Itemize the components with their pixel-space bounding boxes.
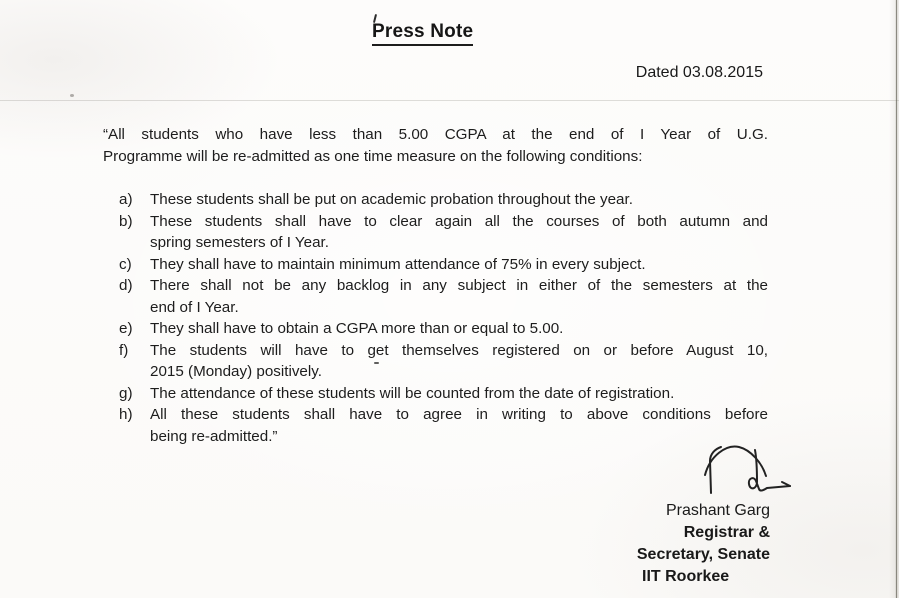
condition-label: a) — [119, 191, 133, 208]
scan-edge-line — [896, 0, 897, 598]
condition-text: spring semesters of I Year. — [150, 234, 329, 251]
condition-item-h — [119, 404, 768, 447]
condition-text: 2015 (Monday) positively. — [150, 363, 322, 380]
signatory-institute: IIT Roorkee — [642, 568, 730, 585]
intro-paragraph — [103, 124, 768, 167]
condition-text: The students will have to get themselves registered on or before August 10, — [150, 341, 768, 359]
condition-item-g — [119, 383, 768, 405]
conditions-list — [119, 189, 768, 447]
condition-label: g) — [119, 384, 133, 402]
condition-text: They shall have to maintain minimum attendance of 75% in every subject. — [150, 255, 646, 273]
condition-item-e — [119, 318, 768, 340]
condition-label: b) — [119, 212, 133, 230]
condition-label: d) — [119, 277, 133, 294]
condition-text: being re-admitted.” — [150, 427, 278, 445]
scan-line-artifact — [0, 100, 899, 101]
condition-item-b — [119, 211, 768, 254]
condition-text: These students shall have to clear again all the courses of both autumn and — [150, 212, 768, 230]
signature-scribble-icon — [693, 441, 797, 506]
condition-text: All these students shall have to agree in writing to above conditions before — [150, 406, 768, 423]
condition-label: f) — [119, 341, 129, 359]
signatory-role-registrar: Registrar & — [683, 524, 770, 541]
condition-label: h) — [119, 406, 133, 423]
condition-text: end of I Year. — [150, 298, 239, 316]
signatory-role-secretary: Secretary, Senate — [636, 546, 770, 563]
condition-text: They shall have to obtain a CGPA more than or equal to 5.00. — [150, 320, 564, 337]
intro-line-1: “All students who have less than 5.00 CGPA at the end of I Year of U.G. — [103, 126, 768, 143]
condition-text: The attendance of these students will be counted from the date of registration. — [150, 384, 675, 402]
date-line: Dated 03.08.2015 — [635, 64, 763, 81]
signatory-name: Prashant Garg — [665, 502, 770, 519]
condition-label: e) — [119, 320, 133, 337]
condition-item-c — [119, 254, 768, 276]
intro-line-2: Programme will be re-admitted as one time measure on the following conditions: — [103, 147, 643, 165]
condition-text: There shall not be any backlog in any subject in either of the semesters at the — [150, 277, 768, 294]
condition-label: c) — [119, 255, 132, 273]
scan-edge-shade — [889, 0, 899, 598]
condition-text: These students shall be put on academic probation throughout the year. — [150, 191, 633, 208]
document-title: Press Note — [372, 22, 473, 46]
condition-item-d — [119, 275, 768, 318]
condition-item-f — [119, 340, 768, 383]
condition-item-a — [119, 189, 768, 211]
scan-speck-artifact — [70, 94, 74, 97]
